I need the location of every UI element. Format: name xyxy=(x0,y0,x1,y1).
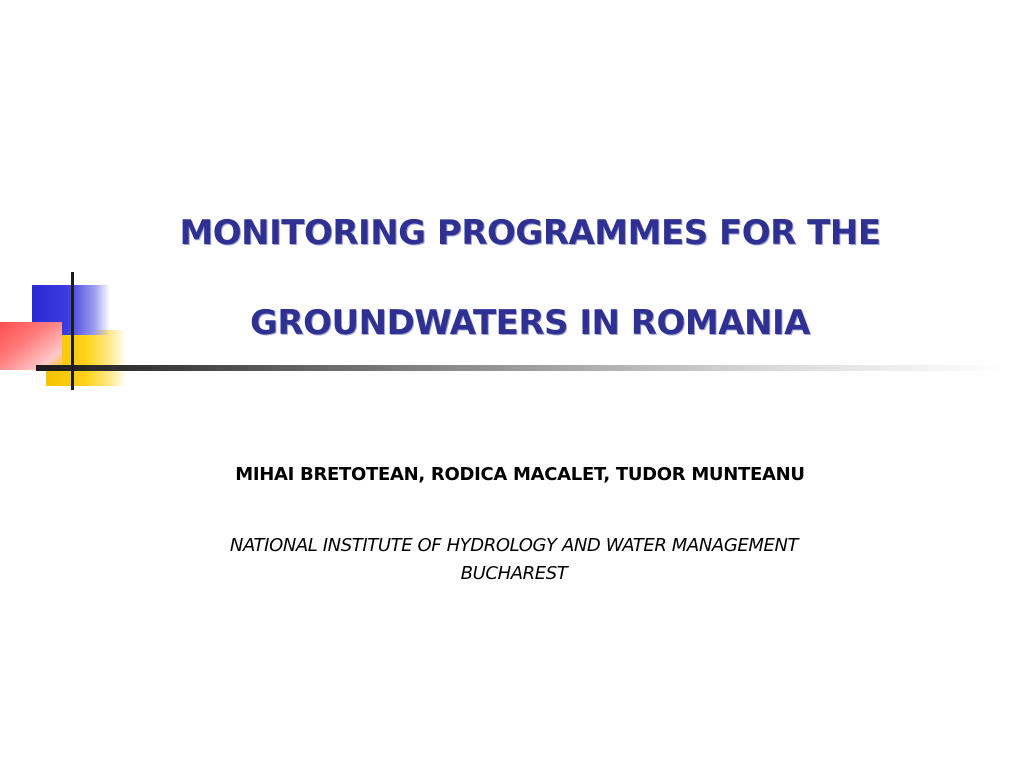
slide-title xyxy=(100,188,960,368)
slide-title-line-1: MONITORING PROGRAMMES FOR THE xyxy=(179,213,881,253)
authors-line: MIHAI BRETOTEAN, RODICA MACALET, TUDOR MUNTEANU xyxy=(235,464,805,485)
institution-name: NATIONAL INSTITUTE OF HYDROLOGY AND WATER MANAGEMENT xyxy=(229,535,799,556)
institution-city: BUCHAREST xyxy=(460,563,568,584)
institution-block xyxy=(104,532,924,588)
decor-red-square xyxy=(0,322,62,370)
decor-vertical-rule xyxy=(71,272,74,390)
slide-title-line-2: GROUNDWATERS IN ROMANIA xyxy=(250,303,810,343)
